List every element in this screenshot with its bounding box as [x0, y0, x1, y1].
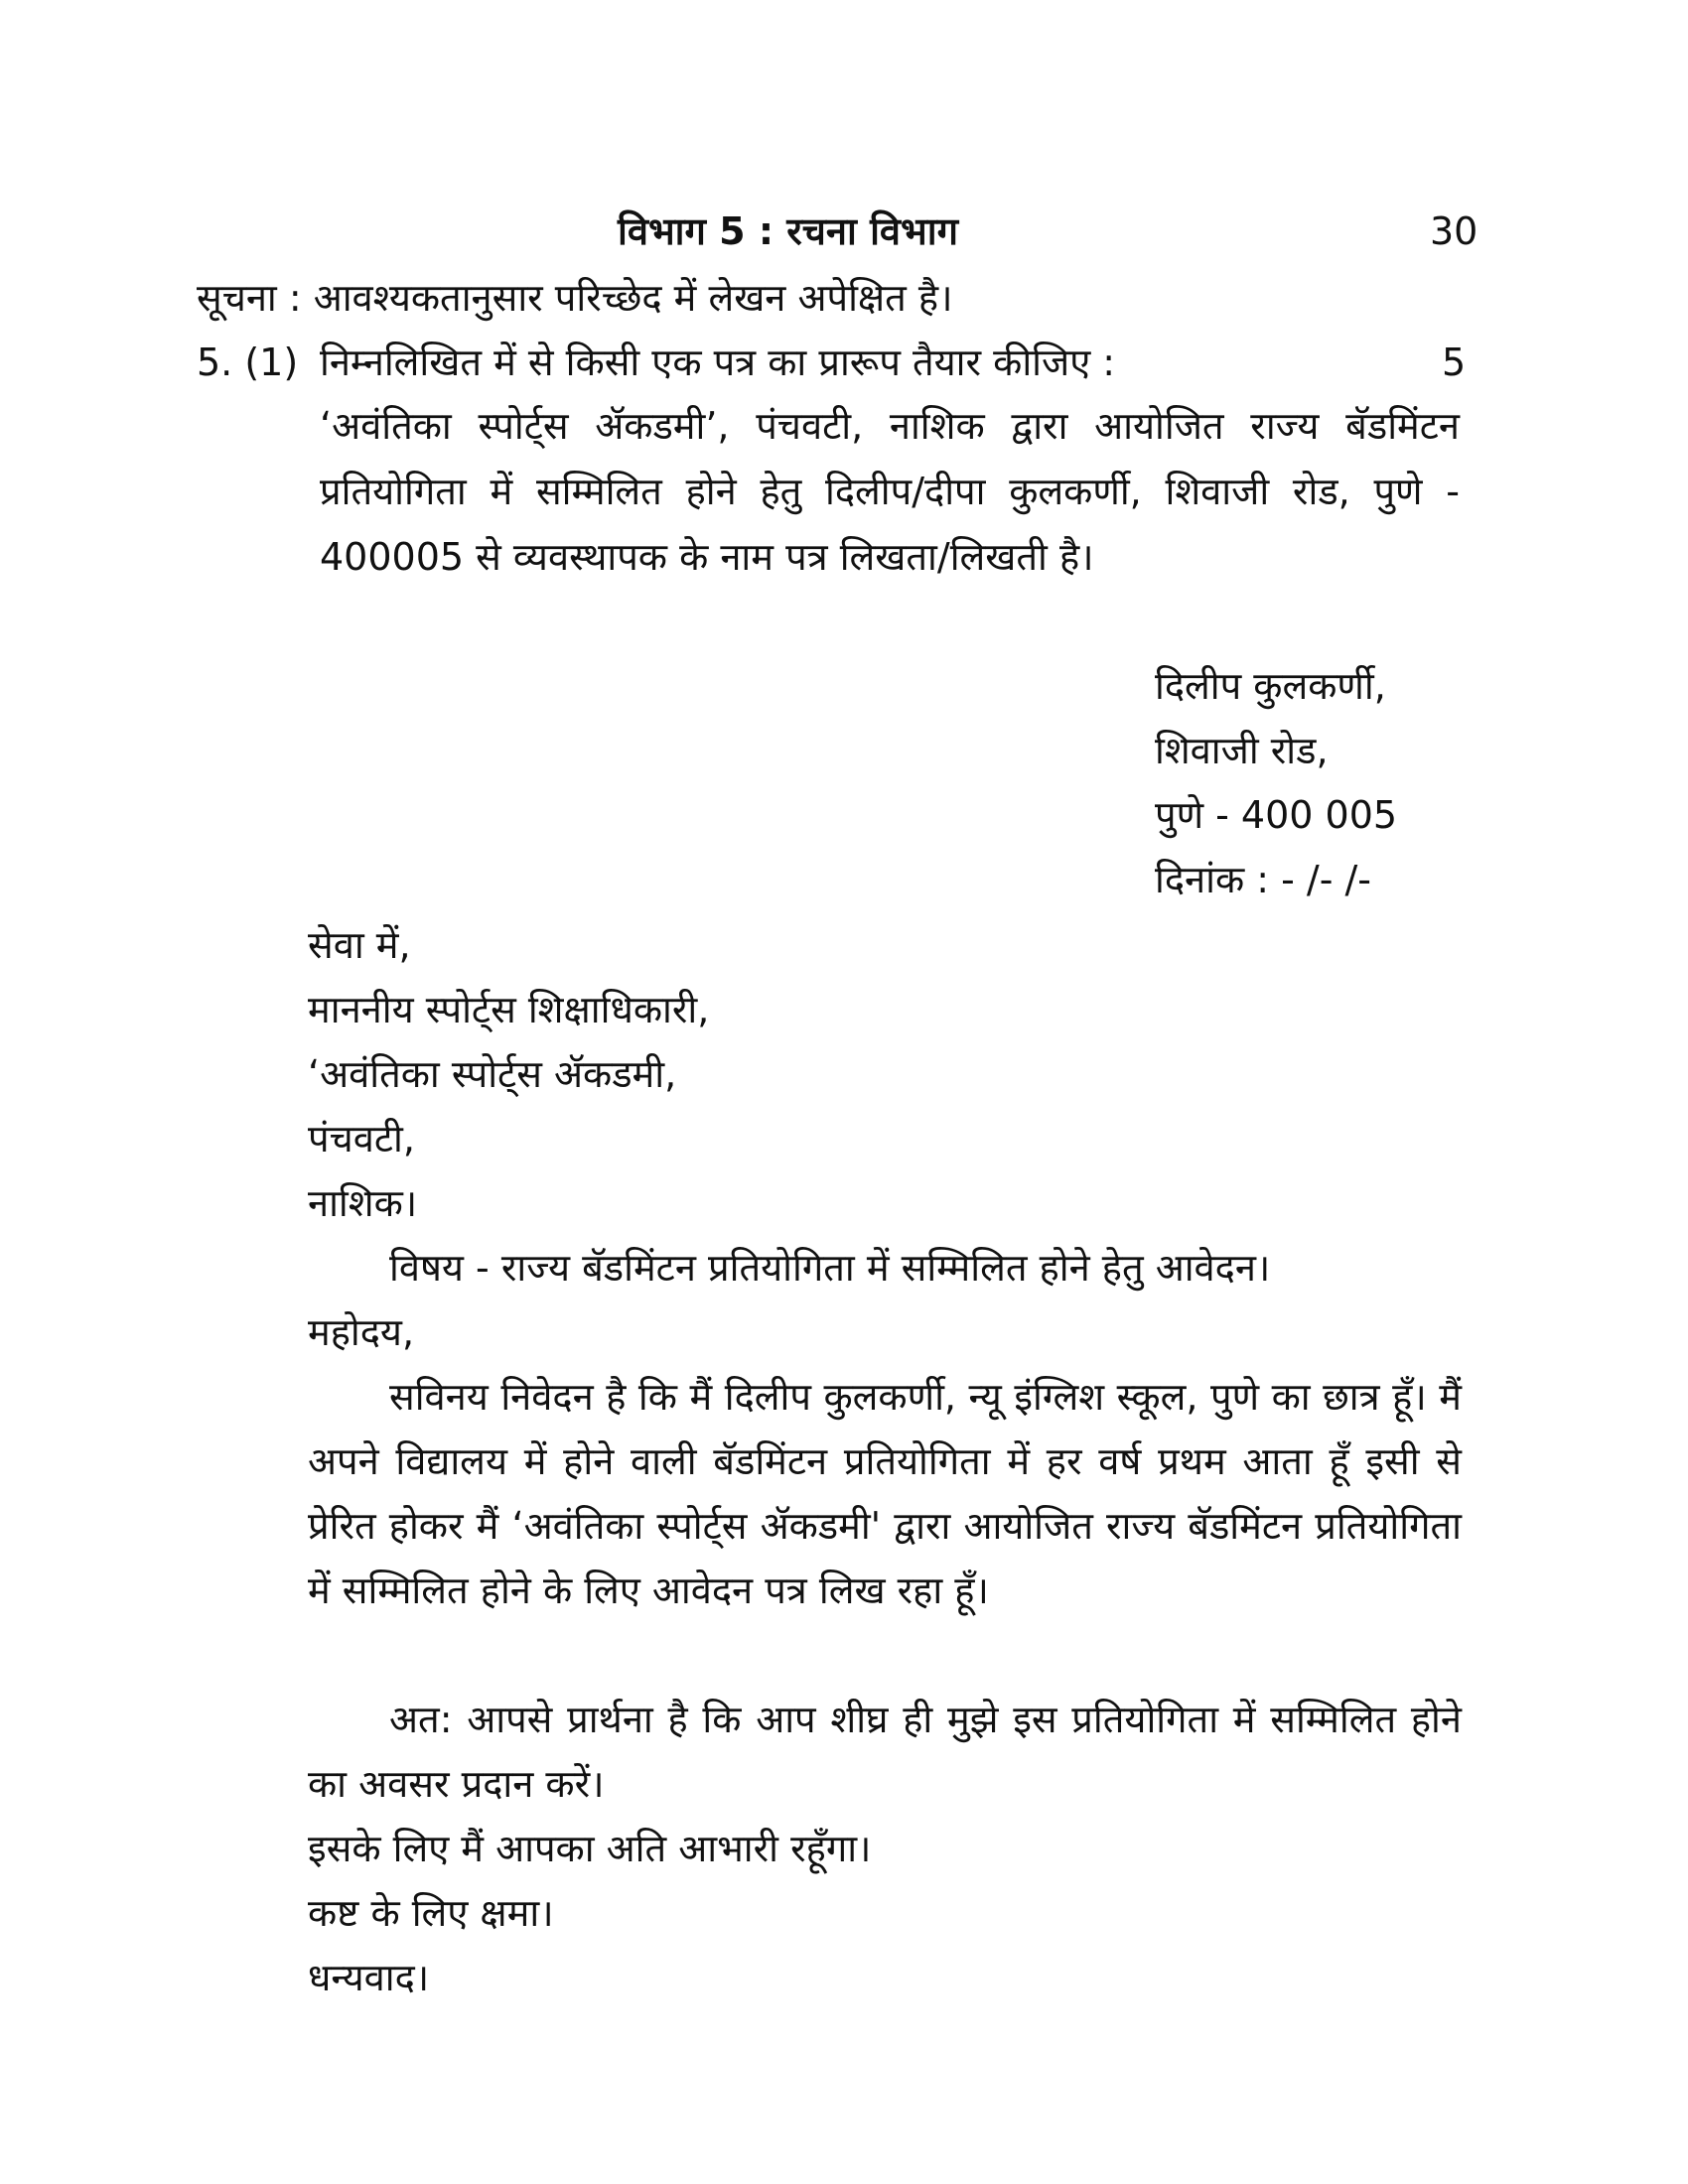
letter-paragraph-2: अत: आपसे प्रार्थना है कि आप शीघ्र ही मुझे इस प्रतियोगिता में सम्मिलित होने का अवसर प्रदान करें।	[308, 1698, 1462, 1806]
recipient-organization: ‘अवंतिका स्पोर्ट्स ॲकडमी,	[308, 1052, 677, 1096]
recipient-city: नाशिक।	[308, 1181, 418, 1225]
recipient-locality: पंचवटी,	[308, 1117, 415, 1160]
question-text: ‘अवंतिका स्पोर्ट्स ॲकडमी’, पंचवटी, नाशिक द्वारा आयोजित राज्य बॅडमिंटन प्रतियोगिता में सम्मिलित होने हेतु दिलीप/दीपा कुलकर्णी, शिवाजी रोड, पुणे - 400005 से व्यवस्थापक के नाम पत्र लिखता/लिखती है।	[320, 404, 1460, 579]
letter-closing-thanks: धन्यवाद।	[308, 1956, 430, 1999]
letter-paragraph-1: सविनय निवेदन है कि मैं दिलीप कुलकर्णी, न्यू इंग्लिश स्कूल, पुणे का छात्र हूँ। मैं अपने विद्यालय में होने वाली बॅडमिंटन प्रतियोगिता में हर वर्ष प्रथम आता हूँ इसी से प्रेरित होकर मैं ‘अवंतिका स्पोर्ट्स ॲकडमी' द्वारा आयोजित राज्य बॅडमिंटन प्रतियोगिता में सम्मिलित होने के लिए आवेदन पत्र लिख रहा हूँ।	[308, 1375, 1462, 1612]
recipient-designation: माननीय स्पोर्ट्स शिक्षाधिकारी,	[308, 988, 710, 1031]
section-marks: 30	[1430, 209, 1478, 253]
question-number: 5. (1)	[197, 341, 299, 384]
instruction-note: सूचना : आवश्यकतानुसार परिच्छेद में लेखन अपेक्षित है।	[197, 276, 953, 320]
letter-subject: विषय - राज्य बॅडमिंटन प्रतियोगिता में सम्मिलित होने हेतु आवेदन।	[389, 1246, 1271, 1290]
letter-closing-gratitude: इसके लिए मैं आपका अति आभारी रहूँगा।	[308, 1827, 872, 1870]
letter-greeting: महोदय,	[308, 1310, 415, 1354]
letter-date: दिनांक : - /- /-	[1155, 858, 1371, 901]
question-prompt: निम्नलिखित में से किसी एक पत्र का प्रारूप तैयार कीजिए :	[320, 341, 1116, 384]
letter-closing-apology: कष्ट के लिए क्षमा।	[308, 1891, 554, 1935]
sender-name: दिलीप कुलकर्णी,	[1155, 664, 1386, 708]
sender-street: शिवाजी रोड,	[1155, 729, 1329, 772]
sender-city: पुणे - 400 005	[1155, 793, 1398, 837]
recipient-salutation: सेवा में,	[308, 923, 411, 967]
section-title: विभाग 5 : रचना विभाग	[618, 209, 958, 253]
question-marks: 5	[1442, 341, 1467, 384]
